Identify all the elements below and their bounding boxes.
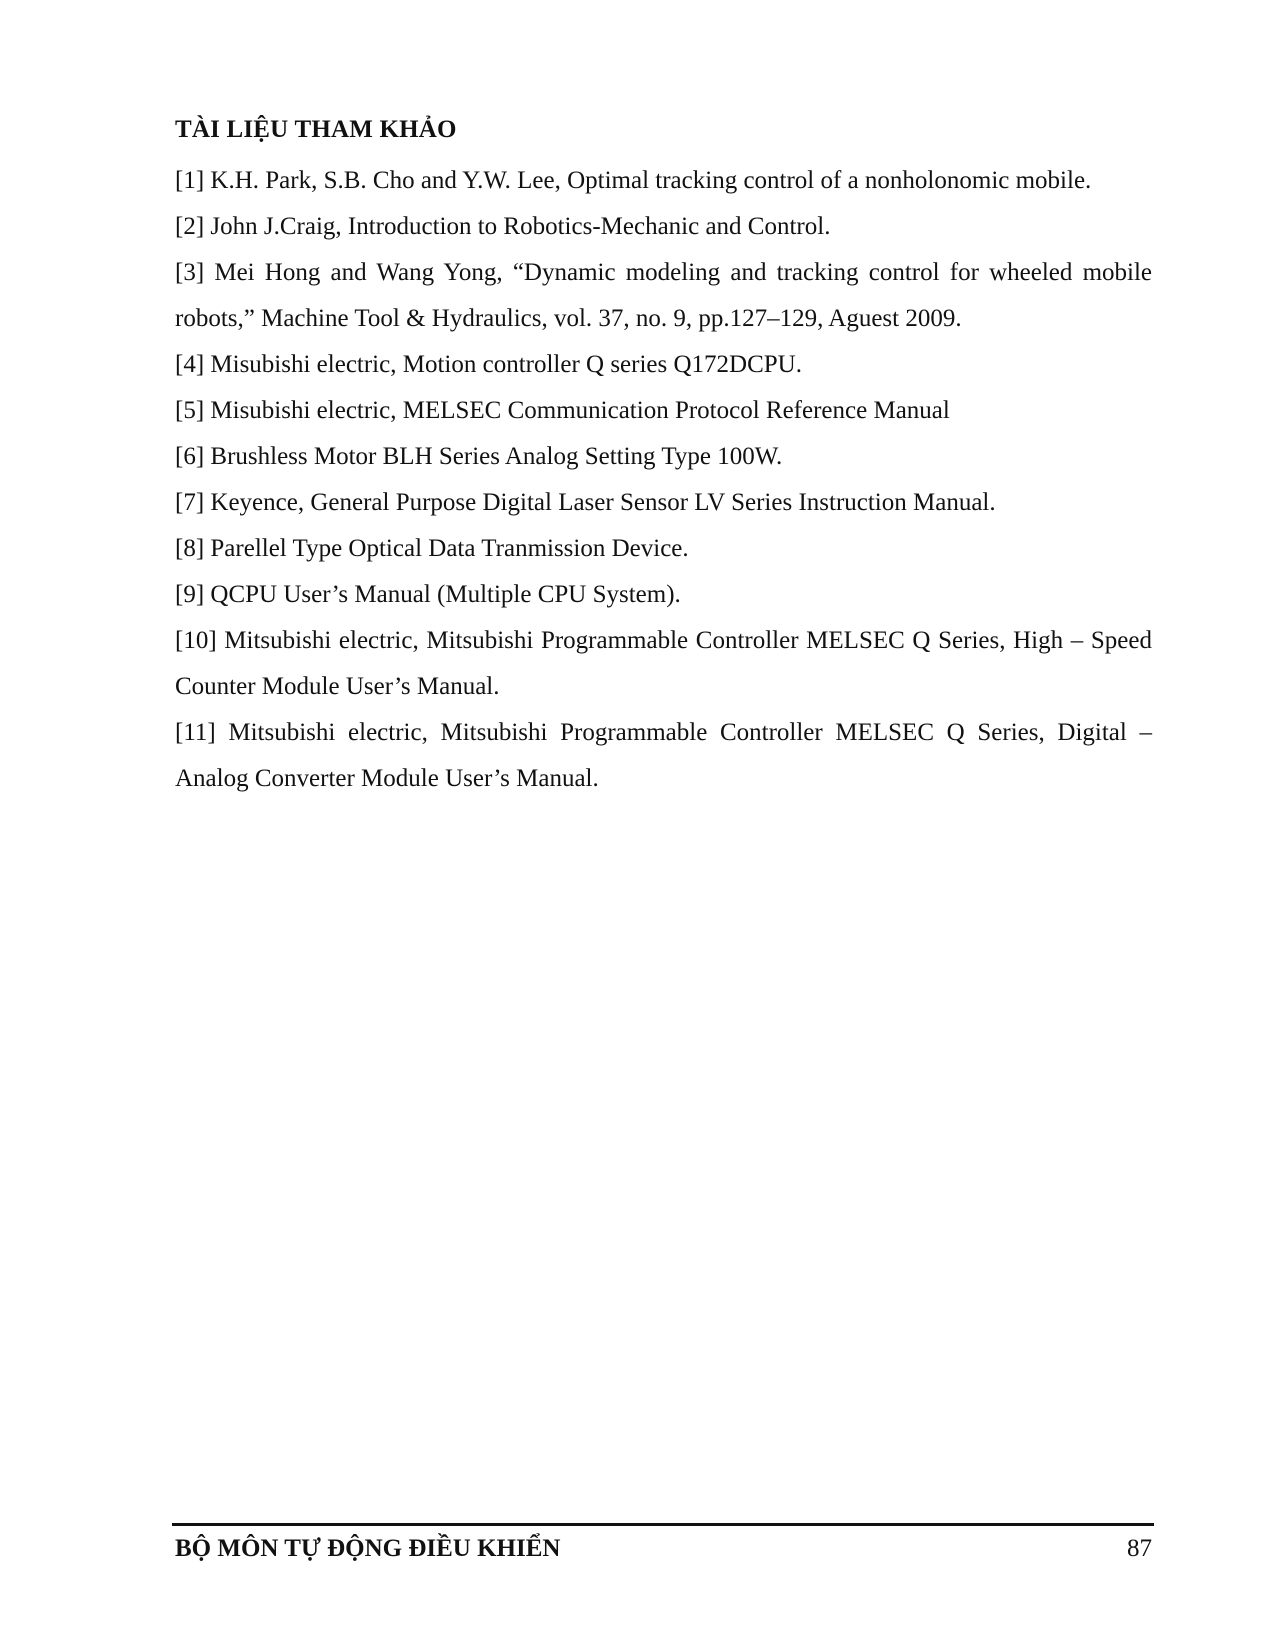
reference-item: [2] John J.Craig, Introduction to Robotics-Mechanic and Control. (175, 213, 831, 240)
reference-item: [7] Keyence, General Purpose Digital Laser Sensor LV Series Instruction Manual. (175, 489, 996, 516)
references-heading: TÀI LIỆU THAM KHẢO (175, 116, 457, 143)
reference-item: [6] Brushless Motor BLH Series Analog Setting Type 100W. (175, 443, 783, 470)
reference-item: [1] K.H. Park, S.B. Cho and Y.W. Lee, Optimal tracking control of a nonholonomic mobile. (175, 167, 1092, 194)
page-number: 87 (1127, 1535, 1152, 1562)
footer-divider (172, 1523, 1154, 1526)
footer-department: BỘ MÔN TỰ ĐỘNG ĐIỀU KHIỂN (175, 1535, 561, 1562)
reference-item: [4] Misubishi electric, Motion controller Q series Q172DCPU. (175, 351, 802, 378)
reference-item: [3] Mei Hong and Wang Yong, “Dynamic modeling and tracking control for wheeled mobile robots,” Machine Tool & Hydraulics, vol. 37, no. 9, pp.127–129, Aguest 2009. (175, 259, 1152, 332)
reference-list (175, 158, 1152, 802)
reference-item: [11] Mitsubishi electric, Mitsubishi Programmable Controller MELSEC Q Series, Digital – Analog Converter Module User’s Manual. (175, 719, 1152, 792)
reference-item: [8] Parellel Type Optical Data Tranmission Device. (175, 535, 689, 562)
reference-item: [9] QCPU User’s Manual (Multiple CPU System). (175, 581, 681, 608)
reference-item: [10] Mitsubishi electric, Mitsubishi Programmable Controller MELSEC Q Series, High – Speed Counter Module User’s Manual. (175, 627, 1152, 700)
reference-item: [5] Misubishi electric, MELSEC Communication Protocol Reference Manual (175, 397, 950, 424)
